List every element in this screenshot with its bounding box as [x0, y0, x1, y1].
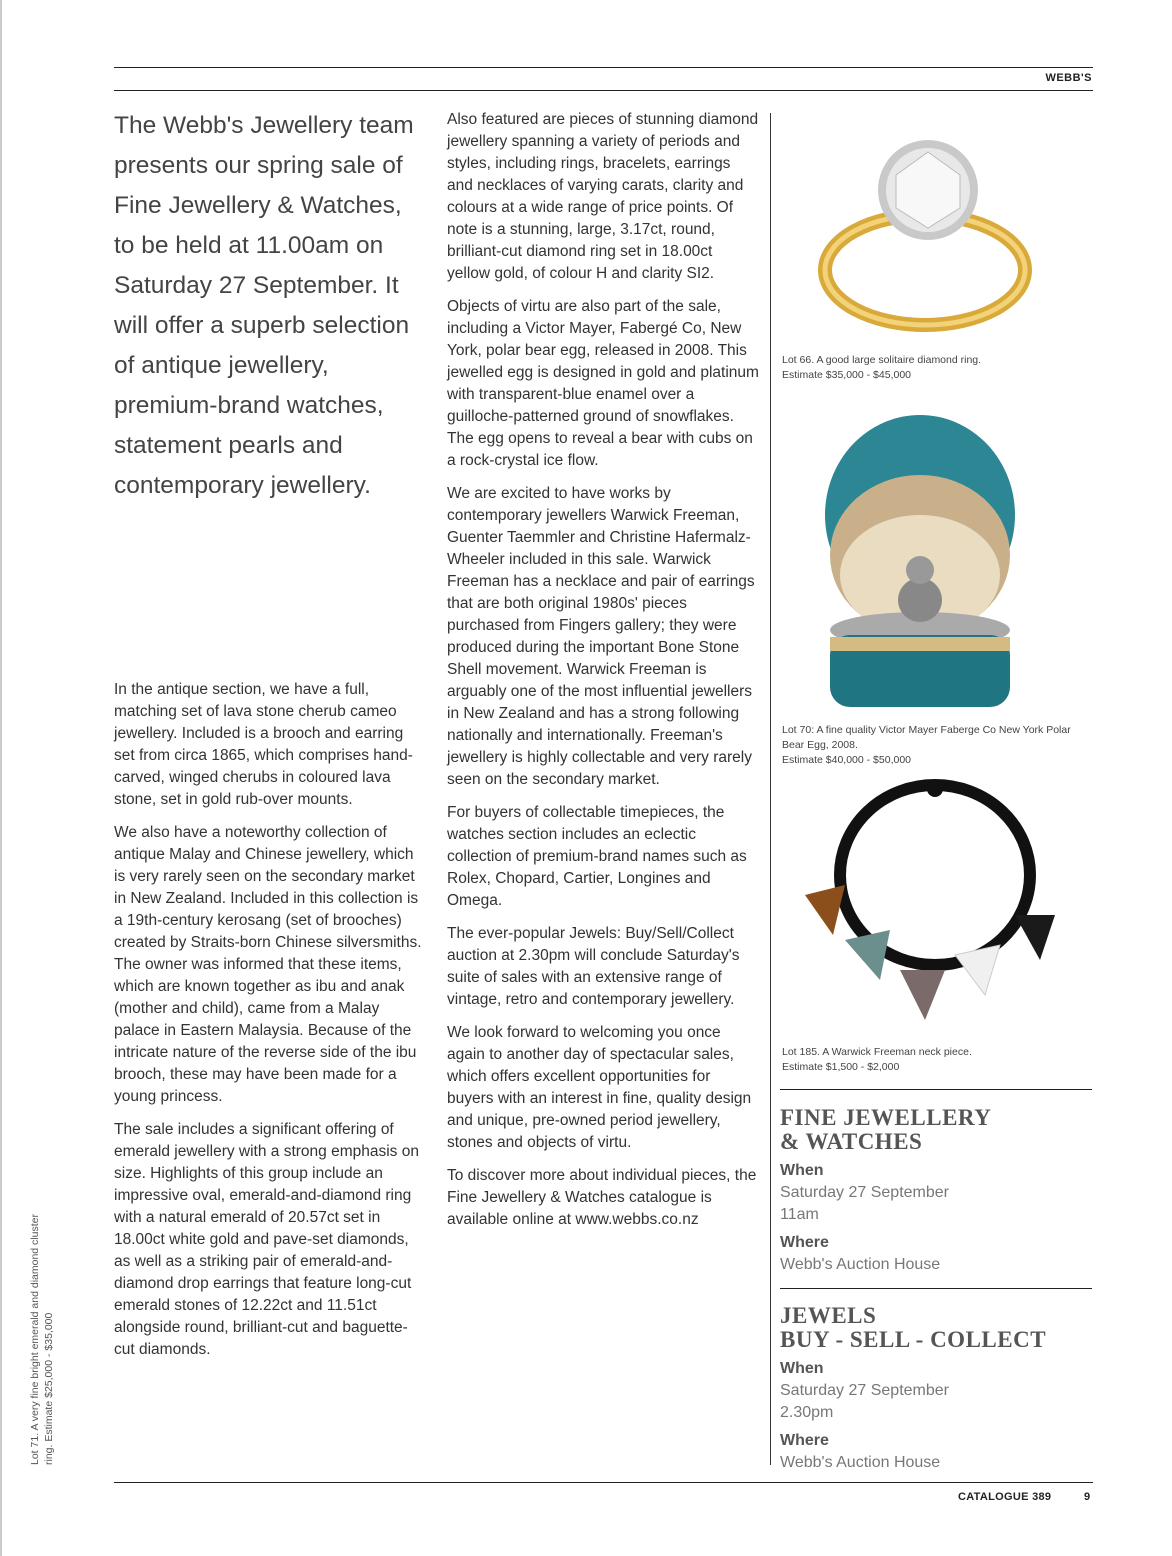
footer-rule: [114, 1482, 1093, 1483]
caption-estimate: Estimate $1,500 - $2,000: [782, 1061, 900, 1073]
paragraph: The sale includes a significant offering of emerald jewellery with a strong emphasis on size. Highlights of this group include an impressive oval, emerald-and-diamond ring with a natural emerald of 20.57ct set in 18.00ct white gold and pave-set diamonds, as well as a striking pair of emerald-and-diamond drop earrings that feature long-cut emerald stones of 12.22ct and 11.51ct alongside round, brilliant-cut and baguette-cut diamonds.: [114, 1121, 419, 1358]
body-column-2: [447, 109, 759, 1242]
header-rule-top: [114, 67, 1093, 68]
diamond-ring-image: [810, 130, 1040, 350]
masthead: WEBB'S: [1045, 72, 1092, 84]
event-jewels-buy-sell-collect: [780, 1304, 1092, 1474]
page-edge: [0, 0, 2, 1556]
when-label: When: [780, 1360, 824, 1377]
paragraph: We are excited to have works by contemporary jewellers Warwick Freeman, Guenter Taemmler and Christine Hafermalz-Wheeler included in this sale. Warwick Freeman has a necklace and pair of earrings that are both original 1980s' pieces purchased from Fingers gallery; they were produced during the important Bone Stone Shell movement. Warwick Freeman is arguably one of the most influential jewellers in New Zealand and has a strong following nationally and internationally. Freeman's jewellery is highly collectable and very rarely seen on the secondary market.: [447, 485, 755, 788]
where-value: Webb's Auction House: [780, 1256, 941, 1273]
column-divider: [770, 113, 771, 1465]
when-time: 2.30pm: [780, 1404, 834, 1421]
paragraph: Objects of virtu are also part of the sale, including a Victor Mayer, Fabergé Co, New York, polar bear egg, released in 2008. This jewelled egg is designed in gold and platinum with transparent-blue enamel over a guilloche-patterned ground of snowflakes. The egg opens to reveal a bear with cubs on a rock-crystal ice flow.: [447, 298, 759, 469]
where-label: Where: [780, 1432, 829, 1449]
caption-title: Lot 185. A Warwick Freeman neck piece.: [782, 1046, 972, 1058]
neck-piece-image: [805, 775, 1065, 1030]
lede-intro: The Webb's Jewellery team presents our spring sale of Fine Jewellery & Watches, to be held at 11.00am on Saturday 27 September. It will offer a superb selection of antique jewellery, premium-brand watches, statement pearls and contemporary jewellery.: [114, 112, 414, 499]
sidebar-rule: [780, 1288, 1092, 1289]
caption-lot-70: [782, 723, 1092, 768]
caption-estimate: Estimate $40,000 - $50,000: [782, 754, 912, 766]
sidebar-rule: [780, 1089, 1092, 1090]
paragraph: Also featured are pieces of stunning diamond jewellery spanning a variety of periods and styles, including rings, bracelets, earrings and necklaces of varying carats, clarity and colours at a wide range of price points. Of note is a stunning, large, 3.17ct, round, brilliant-cut diamond ring set in 18.00ct yellow gold, of colour H and clarity SI2.: [447, 111, 759, 282]
when-date: Saturday 27 September: [780, 1382, 949, 1399]
paragraph: In the antique section, we have a full, matching set of lava stone cherub cameo jewellery. Included is a brooch and earring set from circa 1865, which comprises hand-carved, winged cherubs in coloured lava stone, set in gold rub-over mounts.: [114, 681, 413, 808]
body-column-1: [114, 679, 426, 1372]
page-number: 9: [1084, 1491, 1091, 1503]
paragraph: We also have a noteworthy collection of antique Malay and Chinese jewellery, which is very rarely seen on the secondary market in New Zealand. Included in this collection is a 19th-century kerosang (set of brooches) created by Straits-born Chinese silversmiths. The owner was informed that these items, which are known together as ibu and anak (mother and child), came from a Malay palace in Eastern Malaysia. Because of the intricate nature of the reverse side of the ibu brooch, these may have been made for a young princess.: [114, 824, 422, 1105]
caption-estimate: Estimate $35,000 - $45,000: [782, 369, 912, 381]
catalogue-label: CATALOGUE 389: [958, 1491, 1052, 1503]
when-label: When: [780, 1162, 824, 1179]
paragraph: The ever-popular Jewels: Buy/Sell/Collect auction at 2.30pm will conclude Saturday's suite of sales with an extensive range of vintage, retro and contemporary jewellery.: [447, 925, 740, 1008]
caption-title: Lot 66. A good large solitaire diamond ring.: [782, 354, 982, 366]
caption-title: Lot 70: A fine quality Victor Mayer Faberge Co New York Polar Bear Egg, 2008.: [782, 724, 1071, 751]
where-value: Webb's Auction House: [780, 1454, 941, 1471]
event-title: JEWELS BUY - SELL - COLLECT: [780, 1303, 1047, 1352]
paragraph: To discover more about individual pieces, the Fine Jewellery & Watches catalogue is available online at www.webbs.co.nz: [447, 1167, 757, 1228]
event-title: FINE JEWELLERY & WATCHES: [780, 1105, 992, 1154]
when-time: 11am: [780, 1206, 819, 1223]
paragraph: For buyers of collectable timepieces, the watches section includes an eclectic collection of premium-brand names such as Rolex, Chopard, Cartier, Longines and Omega.: [447, 804, 747, 909]
header-rule-bottom: [114, 90, 1093, 91]
when-date: Saturday 27 September: [780, 1184, 949, 1201]
vertical-caption-lot-71: Lot 71. A very fine bright emerald and diamond cluster ring. Estimate $25,000 - $35,000: [29, 1214, 55, 1465]
caption-lot-185: [782, 1045, 1092, 1075]
paragraph: We look forward to welcoming you once again to another day of spectacular sales, which offers excellent opportunities for buyers with an interest in fine, quality design and unique, pre-owned period jewellery, stones and objects of virtu.: [447, 1024, 752, 1151]
polar-bear-egg-image: [820, 405, 1020, 710]
where-label: Where: [780, 1234, 829, 1251]
event-fine-jewellery: [780, 1106, 1092, 1276]
caption-lot-66: [782, 353, 1092, 383]
